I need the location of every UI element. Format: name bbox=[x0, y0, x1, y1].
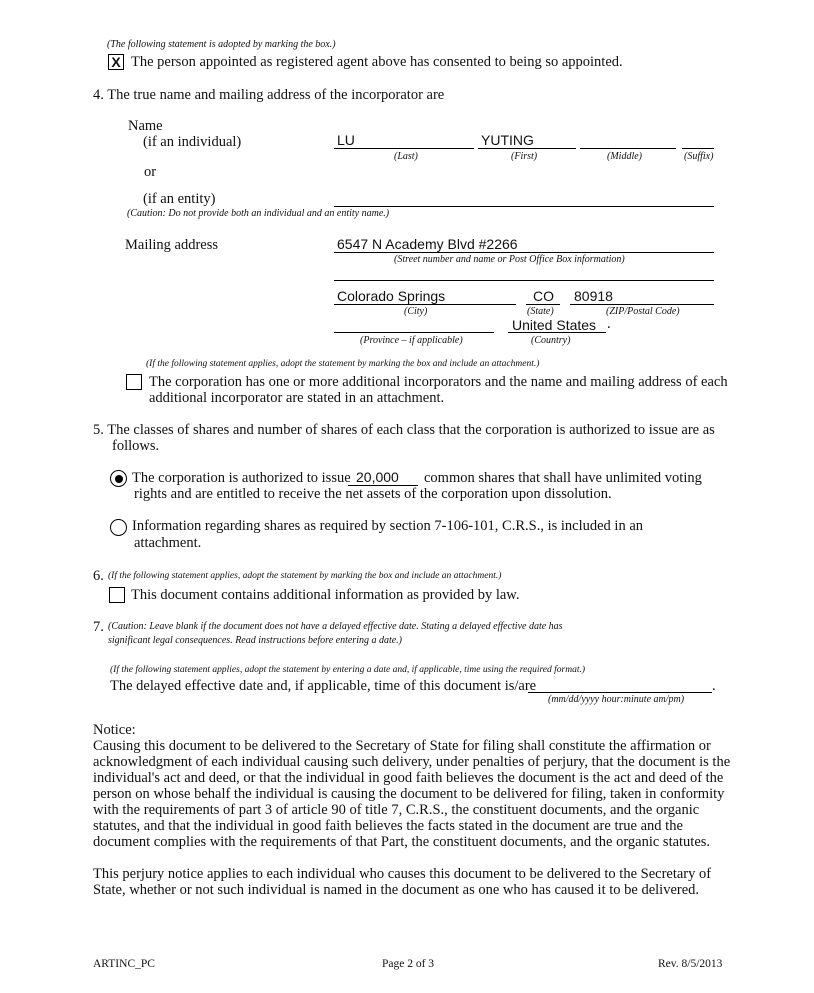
last-caption: (Last) bbox=[394, 151, 418, 162]
notice-line: acknowledgment of each individual causing such delivery, under penalties of perjury, that the document is the bbox=[93, 754, 731, 770]
additional-incorporators-line2: additional incorporator are stated in an attachment. bbox=[149, 390, 445, 406]
footer-page-number: Page 2 of 3 bbox=[382, 958, 435, 970]
notice-line: statutes, and that the individual in good faith believes the facts stated in the document are true and the bbox=[93, 818, 683, 834]
shares-option1-prefix: The corporation is authorized to issue bbox=[132, 470, 351, 486]
shares-option2-line2: attachment. bbox=[134, 535, 202, 551]
section5-heading-line1: 5. The classes of shares and number of shares of each class that the corporation is authorized to issue are as bbox=[93, 422, 715, 438]
shares-option1-suffix: common shares that shall have unlimited voting bbox=[424, 470, 702, 486]
notice-line: document complies with the requirements of that Part, the constituent documents, and the organic statutes. bbox=[93, 834, 711, 850]
section7-caution-line2: significant legal consequences. Read instructions before entering a date.) bbox=[108, 635, 403, 646]
radio-selected-dot bbox=[115, 475, 123, 483]
entity-name-line bbox=[334, 206, 714, 207]
state-caption: (State) bbox=[527, 306, 554, 317]
additional-incorporators-instruction: (If the following statement applies, adopt the statement by marking the box and include an attachment.) bbox=[146, 359, 540, 369]
additional-info-checkbox[interactable] bbox=[109, 587, 125, 603]
section6-instruction: (If the following statement applies, adopt the statement by marking the box and include an attachment.) bbox=[108, 571, 502, 581]
notice-title: Notice: bbox=[93, 722, 136, 738]
state-line bbox=[526, 304, 560, 305]
suffix-caption: (Suffix) bbox=[684, 151, 714, 162]
city-field[interactable]: Colorado Springs bbox=[337, 288, 446, 304]
zip-field[interactable]: 80918 bbox=[574, 288, 613, 304]
or-label: or bbox=[144, 164, 157, 180]
notice-line: person on whose behalf the individual is causing the document to be delivered for filing, taken in conformity bbox=[93, 786, 725, 802]
perjury-notice-line: This perjury notice applies to each individual who causes this document to be delivered to the Secretary of bbox=[93, 866, 712, 882]
delayed-date-caption: (mm/dd/yyyy hour:minute am/pm) bbox=[548, 694, 685, 705]
agent-consent-statement: The person appointed as registered agent above has consented to being so appointed. bbox=[131, 54, 623, 70]
delayed-date-statement: The delayed effective date and, if applicable, time of this document is/are bbox=[110, 678, 537, 694]
shares-option1-radio[interactable] bbox=[110, 470, 127, 487]
zip-caption: (ZIP/Postal Code) bbox=[606, 306, 680, 317]
additional-incorporators-line1: The corporation has one or more additional incorporators and the name and mailing address of each bbox=[149, 374, 728, 390]
section6-number: 6. bbox=[93, 568, 104, 584]
suffix-line bbox=[682, 148, 714, 149]
first-name-field[interactable]: YUTING bbox=[481, 132, 534, 148]
notice-line: individual's act and deed, or that the individual in good faith believes the document is the act and deed of the bbox=[93, 770, 724, 786]
zip-line bbox=[570, 304, 714, 305]
first-caption: (First) bbox=[511, 151, 538, 162]
street-field[interactable]: 6547 N Academy Blvd #2266 bbox=[337, 236, 518, 252]
footer-revision: Rev. 8/5/2013 bbox=[658, 958, 723, 970]
mailing-address-label: Mailing address bbox=[125, 237, 219, 253]
section7-number: 7. bbox=[93, 619, 104, 635]
state-field[interactable]: CO bbox=[533, 288, 554, 304]
delayed-date-line bbox=[528, 692, 712, 693]
shares-option1-line2: rights and are entitled to receive the net assets of the corporation upon dissolution. bbox=[134, 486, 612, 502]
entity-caution: (Caution: Do not provide both an individual and an entity name.) bbox=[127, 208, 390, 219]
shares-option2-radio[interactable] bbox=[110, 519, 127, 536]
agent-consent-checkbox[interactable]: X bbox=[108, 54, 124, 70]
delayed-date-period: . bbox=[712, 678, 716, 694]
additional-info-statement: This document contains additional information as provided by law. bbox=[131, 587, 520, 603]
section7-instruction: (If the following statement applies, adopt the statement by entering a date and, if applicable, time using the required format.) bbox=[110, 665, 586, 675]
middle-name-line bbox=[580, 148, 676, 149]
notice-line: Causing this document to be delivered to the Secretary of State for filing shall constitute the affirmation or bbox=[93, 738, 711, 754]
last-name-line bbox=[334, 148, 474, 149]
first-name-line bbox=[478, 148, 576, 149]
if-individual-label: (if an individual) bbox=[143, 134, 242, 150]
agent-consent-instruction: (The following statement is adopted by marking the box.) bbox=[107, 39, 336, 50]
country-caption: (Country) bbox=[531, 335, 571, 346]
street2-line bbox=[334, 280, 714, 281]
middle-caption: (Middle) bbox=[607, 151, 642, 162]
notice-line: with the requirements of part 3 of article 90 of title 7, C.R.S., the constituent documents, and the organic bbox=[93, 802, 700, 818]
name-label: Name bbox=[128, 118, 163, 134]
shares-option2-line1: Information regarding shares as required by section 7-106-101, C.R.S., is included in an bbox=[132, 518, 644, 534]
country-period: . bbox=[607, 316, 611, 332]
street-line bbox=[334, 252, 714, 253]
section4-heading: 4. The true name and mailing address of the incorporator are bbox=[93, 87, 445, 103]
last-name-field[interactable]: LU bbox=[337, 132, 355, 148]
city-line bbox=[334, 304, 516, 305]
footer-form-id: ARTINC_PC bbox=[93, 958, 155, 970]
street-caption: (Street number and name or Post Office Box information) bbox=[394, 254, 625, 265]
section5-heading-line2: follows. bbox=[112, 438, 160, 454]
city-caption: (City) bbox=[404, 306, 428, 317]
perjury-notice-line: State, whether or not such individual is named in the document as one who has caused it to be delivered. bbox=[93, 882, 700, 898]
country-field[interactable]: United States bbox=[512, 317, 597, 333]
shares-count-field[interactable]: 20,000 bbox=[356, 469, 399, 485]
province-line bbox=[334, 332, 494, 333]
additional-incorporators-checkbox[interactable] bbox=[126, 374, 142, 390]
if-entity-label: (if an entity) bbox=[143, 191, 216, 207]
section7-caution-line1: (Caution: Leave blank if the document does not have a delayed effective date. Stating a delayed effective date has bbox=[108, 621, 563, 632]
province-caption: (Province – if applicable) bbox=[360, 335, 463, 346]
